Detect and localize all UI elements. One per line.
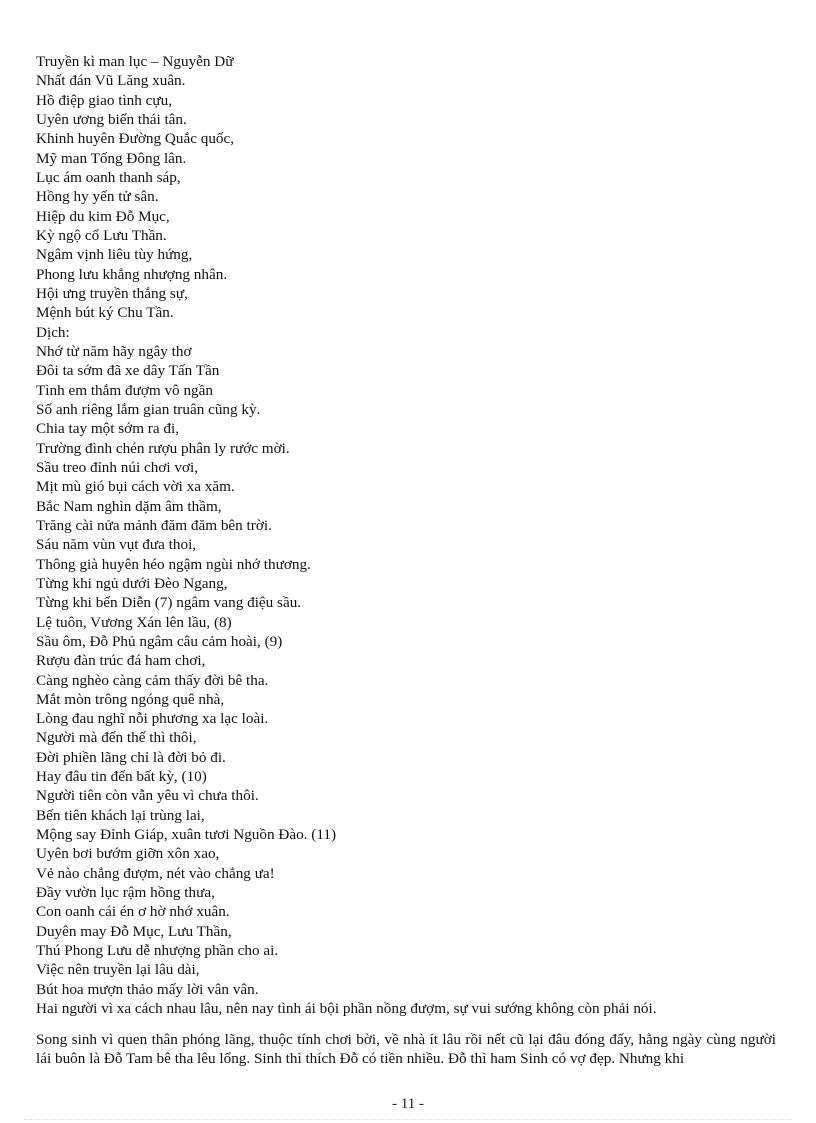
text-line: Càng nghèo càng cảm thấy đời bê tha. [36, 671, 269, 689]
text-line: Mộng say Đỉnh Giáp, xuân tươi Nguồn Đào. (11) [36, 826, 337, 844]
text-line: Sầu treo đỉnh núi chơi vơi, [36, 458, 199, 476]
text-line: Ngâm vịnh liêu tùy hứng, [36, 246, 193, 264]
text-line: Mắt mòn trông ngóng quê nhà, [36, 690, 225, 708]
text-line: Sầu ôm, Đỗ Phủ ngâm câu cảm hoài, (9) [36, 632, 283, 650]
text-line: Thú Phong Lưu dễ nhượng phần cho ai. [36, 942, 279, 960]
text-line: Vẻ nào chẳng đượm, nét vào chẳng ưa! [36, 864, 275, 882]
text-line: Mỹ man Tống Đông lân. [36, 149, 187, 167]
text-line: Nhớ từ năm hãy ngây thơ [36, 342, 192, 360]
text-line: Chia tay một sớm ra đi, [36, 420, 180, 438]
text-line: Bến tiên khách lại trùng lai, [36, 806, 205, 824]
text-line: Bút hoa mượn thảo mấy lời vân vân. [36, 980, 259, 998]
text-line: Khinh huyên Đường Quắc quốc, [36, 130, 235, 148]
text-line: Đời phiền lãng chỉ là đời bỏ đi. [36, 748, 226, 766]
text-line: Mịt mù gió bụi cách vời xa xăm. [36, 478, 235, 496]
text-line: Kỳ ngộ cổ Lưu Thần. [36, 226, 167, 244]
text-line: Dịch: [36, 323, 70, 341]
text-line: Từng khi bến Diễn (7) ngâm vang điệu sầu. [36, 594, 302, 612]
text-line: Duyên may Đỗ Mục, Lưu Thần, [36, 922, 232, 940]
text-line: Rượu đàn trúc đá ham chơi, [36, 652, 206, 670]
text-line: Đầy vườn lục rậm hồng thưa, [36, 884, 215, 902]
page-number: - 11 - [392, 1096, 424, 1112]
text-line: Hay đâu tin đến bất kỳ, (10) [36, 768, 207, 786]
text-line: Hội ưng truyền thắng sự, [36, 284, 188, 302]
text-line: Thông già huyên héo ngậm ngùi nhớ thương. [36, 555, 311, 573]
text-line: Phong lưu khẳng nhượng nhân. [36, 265, 228, 283]
text-line: Con oanh cái én ơ hờ nhớ xuân. [36, 903, 230, 921]
text-line: Việc nên truyền lại lâu dài, [36, 961, 200, 979]
text-line: Lệ tuôn, Vương Xán lên lầu, (8) [36, 613, 232, 631]
text-line: Hai người vì xa cách nhau lâu, nên nay tình ái bội phần nồng đượm, sự vui sướng không còn phải nói. [36, 1000, 657, 1018]
text-line: Đôi ta sớm đã xe dây Tấn Tần [36, 362, 220, 380]
body-paragraph: Song sinh vì quen thân phóng lãng, thuộc tính chơi bời, về nhà ít lâu rồi nết cũ lại đâu đóng đấy, hằng ngày cùng người lái buôn là Đỗ Tam bê tha lêu lổng. Sinh thì thích Đỗ có tiền nhiều. Đỗ thì ham Sinh có vợ đẹp. Nhưng khi [36, 1031, 776, 1068]
text-line: Bắc Nam nghìn dặm âm thầm, [36, 497, 222, 515]
text-line: Uyên ương biến thái tân. [36, 110, 187, 128]
text-line: Số anh riêng lắm gian truân cũng kỳ. [36, 400, 261, 418]
footer-divider [24, 1119, 792, 1120]
text-line: Nhất đán Vũ Lăng xuân. [36, 72, 186, 90]
text-line: Hiệp du kim Đỗ Mục, [36, 207, 170, 225]
text-line: Lục ám oanh thanh sáp, [36, 168, 181, 186]
text-line: Trường đình chén rượu phân ly rước mời. [36, 439, 290, 457]
text-line: Hồng hy yến tử sân. [36, 188, 159, 206]
text-line: Truyền kì man lục – Nguyễn Dữ [36, 53, 234, 70]
text-line: Hồ điệp giao tình cựu, [36, 91, 173, 109]
text-line: Mệnh bút ký Chu Tần. [36, 304, 174, 322]
text-line: Uyên bơi bướm giỡn xôn xao, [36, 845, 220, 863]
text-block [36, 52, 776, 1018]
text-line: Từng khi ngủ dưới Đèo Ngang, [36, 574, 228, 592]
text-line: Trăng cài nửa mảnh đăm đăm bên trời. [36, 516, 272, 534]
text-line: Lòng đau nghĩ nỗi phương xa lạc loài. [36, 710, 269, 728]
text-line: Người mà đến thế thì thôi, [36, 729, 197, 747]
text-line: Sáu năm vùn vụt đưa thoi, [36, 536, 197, 554]
text-line: Người tiên còn vẫn yêu vì chưa thôi. [36, 787, 259, 805]
text-line: Tình em thắm đượm vô ngần [36, 381, 213, 399]
